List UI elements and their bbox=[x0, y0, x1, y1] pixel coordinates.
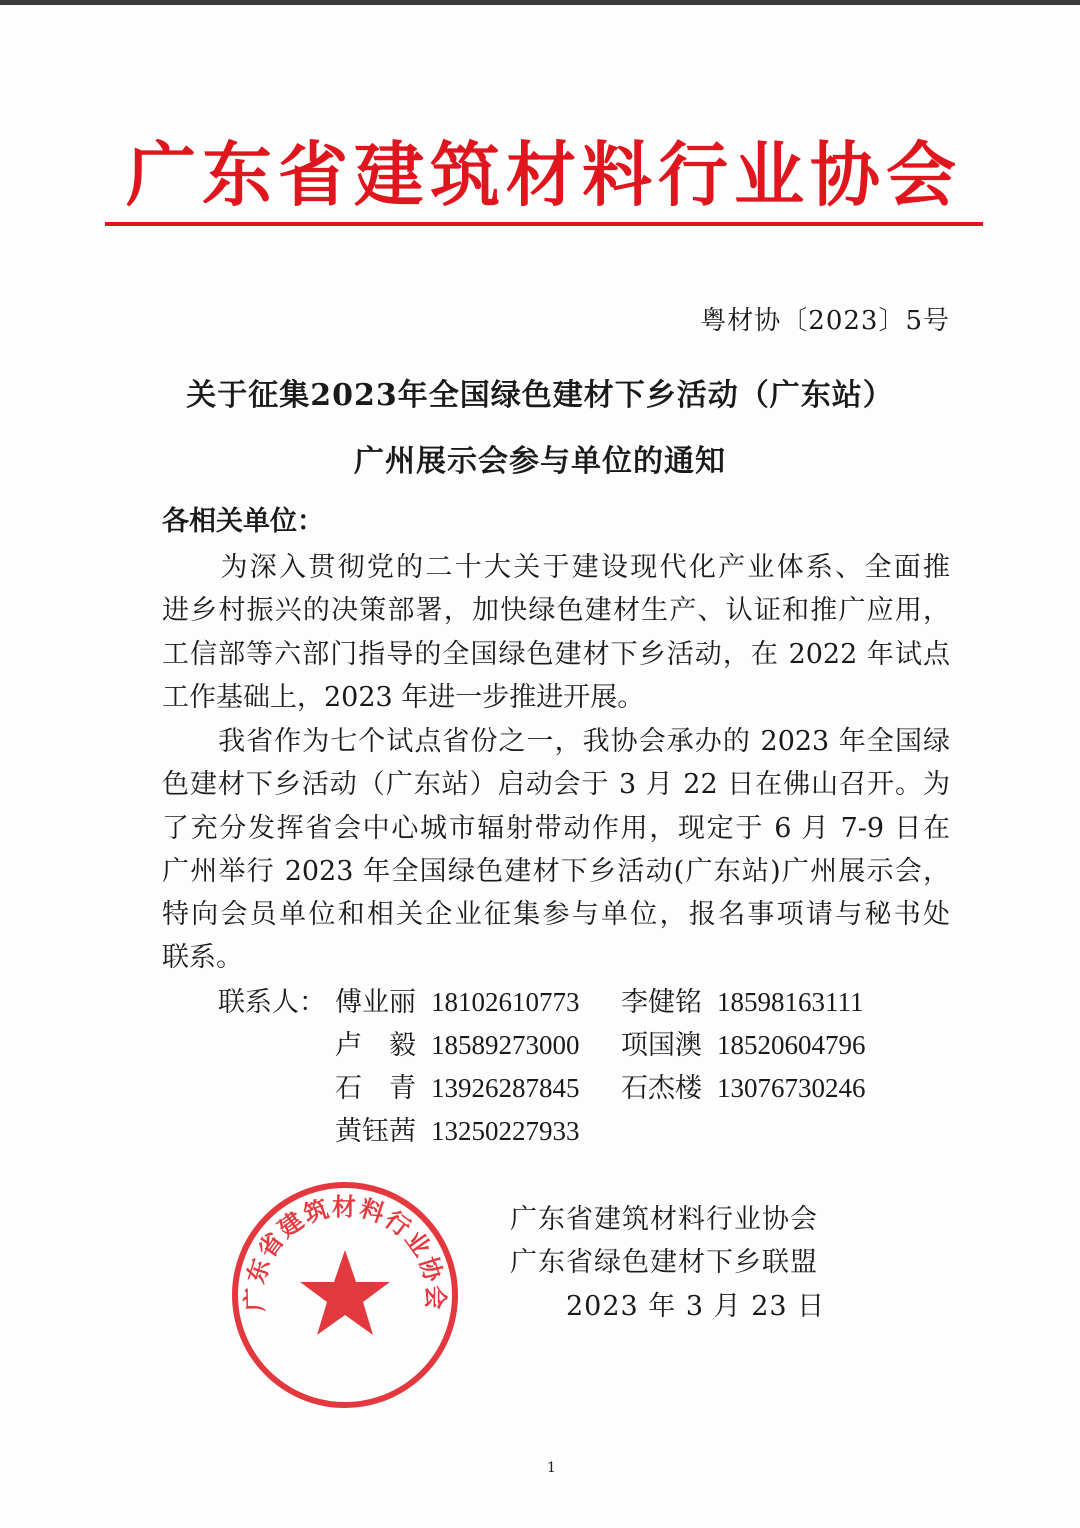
contact-phone: 18589273000 bbox=[431, 1030, 580, 1060]
notice-title-line2: 广州展示会参与单位的通知 bbox=[354, 444, 726, 479]
contact-phone: 18598163111 bbox=[717, 987, 864, 1017]
signature-org2: 广东省绿色建材下乡联盟 bbox=[510, 1247, 818, 1278]
document-number: 粤材协〔2023〕5号 bbox=[700, 306, 950, 336]
body-line: 广州举行 2023 年全国绿色建材下乡活动(广东站)广州展示会， bbox=[162, 856, 950, 887]
page-number: 1 bbox=[547, 1460, 556, 1476]
notice-title-line1: 关于征集2023年全国绿色建材下乡活动（广东站） bbox=[186, 378, 894, 413]
contact-phone: 13926287845 bbox=[431, 1073, 580, 1103]
body-line: 工作基础上，2023 年进一步推进开展。 bbox=[162, 682, 645, 713]
body-line: 工信部等六部门指导的全国绿色建材下乡活动，在 2022 年试点 bbox=[162, 639, 950, 670]
letterhead-title: 广东省建筑材料行业协会 bbox=[126, 133, 962, 216]
body-line: 色建材下乡活动（广东站）启动会于 3 月 22 日在佛山召开。为 bbox=[162, 769, 950, 800]
contact-name: 卢 毅 bbox=[335, 1030, 416, 1060]
seal-text: 广东省建筑材料行业协会 bbox=[239, 1191, 451, 1312]
contact-name: 石杰楼 bbox=[621, 1073, 702, 1103]
body-line: 进乡村振兴的决策部署，加快绿色建材生产、认证和推广应用， bbox=[162, 595, 950, 626]
letterhead-divider bbox=[105, 222, 983, 226]
official-seal bbox=[230, 1180, 460, 1410]
contact-phone: 18102610773 bbox=[431, 987, 580, 1017]
seal-star-icon bbox=[300, 1250, 390, 1335]
contact-phone: 18520604796 bbox=[717, 1030, 866, 1060]
salutation: 各相关单位： bbox=[162, 506, 324, 537]
contact-name: 李健铭 bbox=[621, 987, 702, 1017]
body-line: 联系。 bbox=[162, 942, 243, 973]
contact-phone: 13250227933 bbox=[431, 1116, 580, 1146]
contacts-label: 联系人： bbox=[218, 987, 326, 1017]
body-line: 我省作为七个试点省份之一，我协会承办的 2023 年全国绿 bbox=[162, 726, 950, 757]
signature-date: 2023 年 3 月 23 日 bbox=[566, 1291, 826, 1322]
body-line: 为深入贯彻党的二十大关于建设现代化产业体系、全面推 bbox=[162, 552, 950, 583]
signature-org1: 广东省建筑材料行业协会 bbox=[510, 1204, 818, 1235]
scan-edge bbox=[0, 0, 1080, 5]
body-line: 了充分发挥省会中心城市辐射带动作用，现定于 6 月 7-9 日在 bbox=[162, 813, 950, 844]
contact-name: 傅业丽 bbox=[335, 987, 416, 1017]
contact-name: 石 青 bbox=[335, 1073, 416, 1103]
body-line: 特向会员单位和相关企业征集参与单位，报名事项请与秘书处 bbox=[162, 899, 950, 930]
contact-name: 黄钰茜 bbox=[335, 1116, 416, 1146]
contact-phone: 13076730246 bbox=[717, 1073, 866, 1103]
contact-name: 项国澳 bbox=[621, 1030, 702, 1060]
contacts bbox=[218, 985, 907, 1148]
